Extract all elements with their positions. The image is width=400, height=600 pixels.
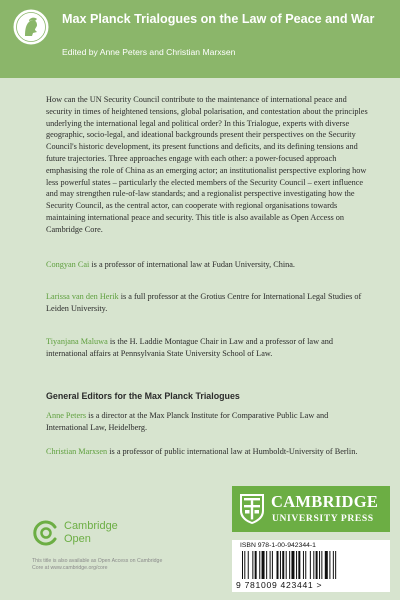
cambridge-open-icon — [32, 519, 60, 547]
editor-bio-text: is a director at the Max Planck Institute for Comparative Public Law and International Law, Heidelberg. — [46, 411, 329, 432]
author-name: Tiyanjana Maluwa — [46, 337, 108, 346]
isbn-label: ISBN 978-1-00-942344-1 — [240, 542, 316, 549]
author-name: Larissa van den Herik — [46, 292, 119, 301]
author-bio-text: is the H. Laddie Montague Chair in Law and a professor of law and international affairs at Pennsylvania State University School of Law. — [46, 337, 334, 358]
barcode-bars-icon — [240, 551, 382, 579]
general-editors-heading: General Editors for the Max Planck Trialogues — [46, 391, 240, 401]
series-title: Max Planck Trialogues on the Law of Peace and War — [62, 12, 375, 26]
publisher-subname: UNIVERSITY PRESS — [272, 513, 374, 524]
editor-bio — [46, 446, 370, 458]
editor-name: Christian Marxsen — [46, 447, 108, 456]
cambridge-shield-icon — [239, 493, 265, 525]
cambridge-university-press-logo — [232, 486, 390, 532]
author-name: Congyan Cai — [46, 260, 90, 269]
book-description: How can the UN Security Council contribute to the maintenance of international peace and security in times of heightened tensions, global polarisation, and contestation about the principles underlying the international legal and political order? In this Trialogue, experts with diverse geographic, socio-legal, and ideational backgrounds present their perspectives on the Security Council's historic development, its present functions and deficits, and its defining tensions and future trajectories. Three approaches engage with each other: a power-focused approach emphasising the role of China as an emerging actor; an institutionalist perspective exploring how less powerful states – particularly the elected members of the Security Council – exert influence and may strengthen rule-of-law standards; and a regionalist perspective investigating how the Security Council, as the central actor, can cooperate with regional organisations towards maintaining international peace and security. This title is also available as Open Access on Cambridge Core. — [46, 95, 368, 234]
isbn-barcode — [232, 540, 390, 592]
series-editors: Edited by Anne Peters and Christian Marxsen — [62, 47, 236, 57]
series-header — [0, 0, 400, 78]
open-access-note: This title is also available as Open Access on Cambridge Core at www.cambridge.org/core — [32, 558, 163, 571]
author-bio — [46, 336, 370, 360]
cambridge-open-wordmark — [64, 520, 118, 546]
cambridge-open-line2: Open — [64, 533, 91, 545]
editor-name: Anne Peters — [46, 411, 87, 420]
author-bio-text: is a full professor at the Grotius Centre for International Legal Studies of Leiden University. — [46, 292, 362, 313]
barcode-digits: 9 781009 423441 > — [236, 580, 323, 590]
editor-bio — [46, 410, 370, 434]
author-bio — [46, 291, 370, 315]
author-bio — [46, 259, 370, 271]
cambridge-open-line1: Cambridge — [64, 520, 118, 532]
author-bio-text: is a professor of international law at Fudan University, China. — [89, 260, 295, 269]
editor-bio-text: is a professor of public international law at Humboldt-University of Berlin. — [107, 447, 358, 456]
publisher-name: CAMBRIDGE — [271, 492, 379, 511]
max-planck-seal-icon — [13, 9, 49, 45]
